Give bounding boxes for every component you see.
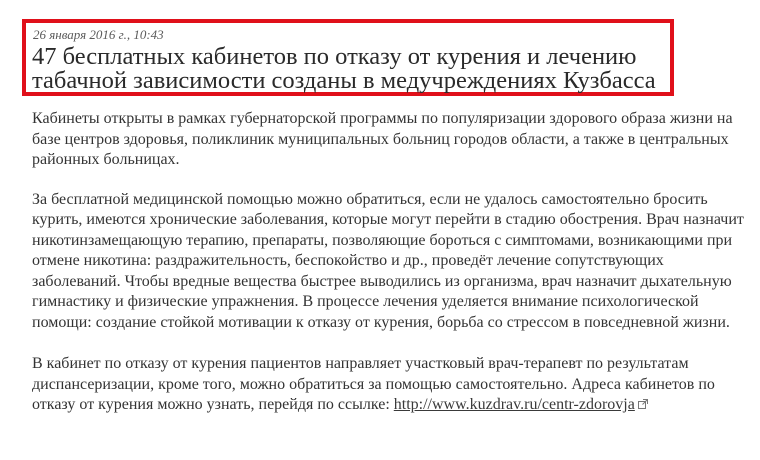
external-link-icon[interactable] bbox=[638, 395, 648, 405]
article-paragraph: Кабинеты открыты в рамках губернаторской программы по популяризации здорового образа жизни на базе центров здоровья, поликлиник муниципальных больниц городов области, а также в центральных районных больницах. bbox=[32, 110, 733, 168]
article-date: 26 января 2016 г., 10:43 bbox=[33, 27, 164, 42]
centr-zdorovja-link[interactable]: http://www.kuzdrav.ru/centr-zdorovja bbox=[393, 396, 635, 413]
article-paragraph: За бесплатной медицинской помощью можно обратиться, если не удалось самостоятельно бросить курить, имеются хронические заболевания, которые могут перейти в стадию обострения. Врач назначит никотинзамещающую терапию, препараты, позволяющие бороться с симптомами, возникающими при отмене никотина: раздражительность, беспокойство и др., проведёт лечение сопутствующих заболеваний. Чтобы вредные вещества быстрее выводились из организма, врач назначит дыхательную гимнастику и физические упражнения. В процессе лечения уделяется внимание психологической помощи: создание стойкой мотивации к отказу от курения, борьба со стрессом в повседневной жизни. bbox=[32, 190, 744, 331]
article-paragraph-text: В кабинет по отказу от курения пациентов направляет участковый врач-терапевт по результатам диспансеризации, кроме того, можно обратиться за помощью самостоятельно. Адреса кабинетов по отказу от курения можно узнать, перейдя по ссылке: bbox=[32, 355, 715, 413]
article-paragraph-with-link bbox=[32, 354, 752, 416]
article-title: 47 бесплатных кабинетов по отказу от курения и лечению табачной зависимости созданы в медучреждениях Кузбасса bbox=[32, 43, 656, 94]
article-header-box bbox=[22, 19, 674, 96]
article-body bbox=[32, 109, 752, 435]
